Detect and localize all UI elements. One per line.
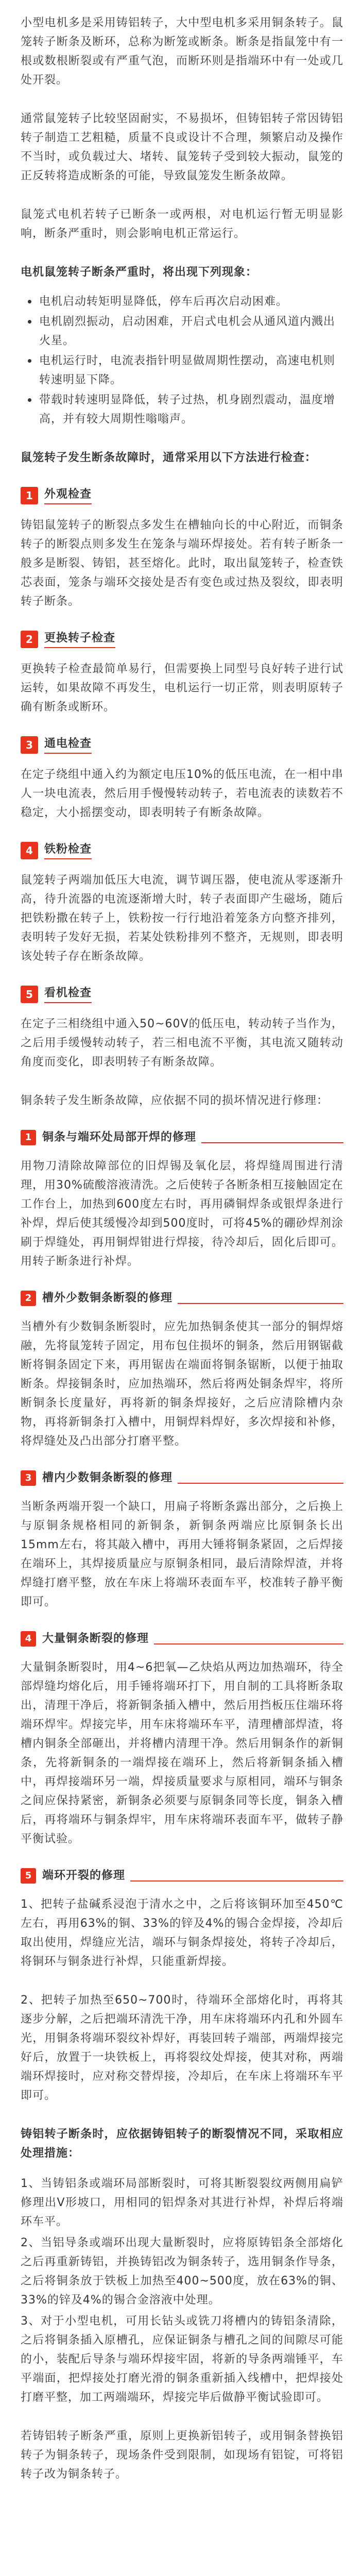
heading-underline: [178, 1303, 343, 1304]
repair-body-4: 大量铜条断裂时，用4~6把氧—乙炔焰从两边加热端环，待全部焊缝均熔化后，用手锤将端环打下，用自制的工具将断条取出，清理干净后，将新铜条插入槽中，然后用挡板压住端环将端环焊牢。焊接完毕，用车床将端环车平，清理槽部焊渣，将槽内铜条全部砸出，并将槽内清理干净。然后用铜条作的新铜条，先将新铜条的一端焊接在端环上，然后将新铜条插入槽中，再焊接端环另一端，焊接质量要求与原相同，端环与铜条之间应保持紧密，新铜条必须要与原铜条同等长度，铜条入槽后，再将端环与铜条焊牢，用车床将端环表面车平，做转子静平衡试验。: [21, 1661, 343, 1845]
check-body-2: 更换转子检查最简单易行，但需要换上同型号良好转子进行试运转，如果故障不再发生，电机运行一切正常，则表明原转子确有断条或断环。: [21, 663, 343, 714]
step-number-badge: 4: [21, 842, 38, 859]
check-title: 通电检查: [44, 736, 92, 754]
repair-body-1: 用物刀清除故障部位的旧焊锡及氧化层，将焊缝周围进行清理，用30%硫酸溶液清洗。之后使转子各断条相互接触固定在工作台上，加热到600度左右时，再用磷铜焊条或银焊条进行补焊，焊后使其缓慢冷却到500度时，可将45%的硼砂焊剂涂刷于焊缝处，再用铜焊钳进行焊接，待冷却后，固化后即可。用转子断条进行补焊。: [21, 1160, 343, 1268]
step-number-badge: 4: [21, 1631, 36, 1647]
check-heading-3: [21, 736, 343, 754]
symptom-item: 电机启动转矩明显降低，停车后再次启动困难。: [39, 292, 343, 311]
check-heading-5: [21, 986, 343, 1003]
check-title: 外观检查: [44, 487, 92, 504]
repair-heading-3: [21, 1470, 343, 1486]
check-heading-4: [21, 842, 343, 859]
repair-title: 端环开裂的修理: [42, 1869, 126, 1882]
heading-underline: [201, 1142, 343, 1143]
step-number-badge: 3: [21, 736, 38, 754]
ring-repair-step-2: 2、把转子加热至650~700时，待端环全部熔化时，再将其逐步分解，之后把端环清洗干净，用车床将端环内孔和外圆车光，用铜条将端环裂纹补焊好，再装回转子端部，两端焊接完好后，放置于一块铁板上，再将裂纹处焊接，使其对称，两端端环焊接时，应对称交替焊接，冷却后，在车床上将端环车平即可。: [21, 1994, 343, 2102]
check-body-1: 铸铝鼠笼转子的断裂点多发生在槽轴向长的中心附近，而铜条转子的断裂点则多发生在笼条与端环焊接处。若有转子断条一般多是断裂、铸铝，甚至熔化。此时，取出鼠笼转子，检查铁芯表面，笼条与端环交接处是否有变色或过热及裂纹，即表明转子断条。: [21, 519, 343, 608]
aluminum-repair-item: 1、当铸铝条或端环局部断裂时，可将其断裂裂纹两侧用扁铲修理出V形坡口，用相同的铝焊条对其进行补焊，补焊后将端环车平。: [21, 2177, 343, 2228]
intro-paragraph-1: 小型电机多是采用铸铝转子，大中型电机多采用铜条转子。鼠笼转子断条及断环，总称为断笼或断条。断条是指鼠笼中有一根或数根断裂或有严重气泡，而断环则是指端环中有一处或几处开裂。: [21, 16, 343, 87]
check-heading-2: [21, 631, 343, 648]
aluminum-repair-list: [21, 2174, 343, 2407]
check-title: 看机检查: [44, 986, 92, 1003]
check-title: 铁粉检查: [44, 842, 92, 859]
repair-title: 槽外少数铜条断裂的修理: [42, 1292, 173, 1304]
repair-heading-5: [21, 1868, 343, 1884]
step-number-badge: 1: [21, 487, 38, 504]
symptom-item: 带载时转速明显降低，转子过热，机身剧烈震动，温度增高，并有较大周期性嗡嗡声。: [39, 391, 343, 429]
symptoms-heading: 电机鼠笼转子断条严重时，将出现下列现象：: [21, 266, 258, 279]
intro-paragraph-2: 通常鼠笼转子比较坚固耐实，不易损坏，但铸铝转子常因铸铝转子制造工艺粗糙，质量不良或设计不合理，频繁启动及操作不当时，或负载过大、堵转、鼠笼转子受到较大振动，鼠笼的正反转将造成断条的可能，导致鼠笼发生断条故障。: [21, 112, 343, 182]
repair-title: 槽内少数铜条断裂的修理: [42, 1471, 173, 1484]
step-number-badge: 5: [21, 986, 38, 1003]
symptom-item: 电机剧烈振动，启动困难，开启式电机会从通风道内溅出火星。: [39, 312, 343, 350]
step-number-badge: 2: [21, 631, 38, 648]
check-body-3: 在定子绕组中通入约为额定电压10%的低压电流，在一相中串人一块电流表，然后用手慢慢转动转子，若电流表的读数若不稳定，大小摇摆变动，即表明转子有断条故障。: [21, 768, 343, 819]
check-title: 更换转子检查: [44, 631, 115, 648]
step-number-badge: 3: [21, 1470, 36, 1486]
repair-heading-2: [21, 1291, 343, 1306]
heading-underline: [178, 1483, 343, 1484]
repair-title: 大量铜条断裂的修理: [42, 1632, 149, 1645]
step-number-badge: 2: [21, 1291, 36, 1306]
aluminum-heading: 铸铝转子断条时，应依据铸铝转子的断裂情况不同，采取相应处理措施：: [21, 2128, 343, 2160]
aluminum-repair-item: 2、当铝导条或端环出现大量断裂时，应将原铸铝条全部熔化之后再重新铸铝，并换铸铝改为铜条转子，选用铜条作导条，之后将铜条放于铁板上加热至400~500度，放在63%的铜、33%的锌及4%的锡合金溶液中处理。: [21, 2236, 343, 2307]
check-body-4: 鼠笼转子两端加低压大电流，调节调压器，使电流从零逐渐升高，待升流器的电流逐渐增大时，转子表面即产生磁场，随后把铁粉撒在转子上，铁粉按一行行地沿着笼条方向整齐排列，表明转子发好无损，若某处铁粉排列不整齐，无规则，即表明该处转子存在断条故障。: [21, 874, 343, 963]
repair-body-2: 当槽外有少数铜条断裂时，应先加热铜条使其一部分的铜焊熔融，先将鼠笼转子固定，用布包住损坏的铜条，然后用钢锯截断将铜条固定下来，再用锯齿在端面将铜条锯断，以便于抽取断条。焊接铜条时，应加热端环，然后将两处铜条焊牢，将所断铜条长度量好，再将新的铜条焊接好，之后应清除槽内杂物，再将新铜条打入槽中，用铜焊料焊好，多次焊接和补修，将焊缝处及凸出部分打磨平整。: [21, 1320, 343, 1448]
heading-underline: [130, 1880, 343, 1882]
repair-heading-4: [21, 1631, 343, 1647]
step-number-badge: 1: [21, 1130, 36, 1145]
intro-paragraph-3: 鼠笼式电机若转子已断条一或两根，对电机运行暂无明显影响，断条严重时，则会影响电机正常运行。: [21, 208, 343, 240]
aluminum-repair-item: 3、对于小型电机，可用长钻头或铣刀将槽内的铸铝条清除，之后将铜条插入原槽孔，应保证铜条与槽孔之间的间隙尽可能的小，装配后导条与端环焊接牢固，将新的导条两端锤平，车平端面，把焊接处打磨光滑的铜条重新插入线槽中，把焊接处打磨平整，加工两端端环，焊接完毕后做静平衡试验即可。: [21, 2315, 343, 2404]
symptom-item: 电机运行时，电流表指针明显做周期性摆动，高速电机则转速明显下降。: [39, 351, 343, 389]
symptoms-list: [21, 292, 343, 429]
step-number-badge: 5: [21, 1868, 36, 1884]
outro-paragraph: 若铸铝转子断条严重，原则上更换新铝转子，或用铜条替换铝转子为铜条转子，现场条件受到限制，如现场有铝锭，可将铝转子改为铜条转子。: [21, 2430, 343, 2481]
heading-underline: [154, 1643, 343, 1645]
repair-heading-1: [21, 1130, 343, 1145]
repair-title: 铜条与端环处局部开焊的修理: [42, 1131, 197, 1144]
ring-repair-step-1: 1、把转子盐碱系浸泡于清水之中，之后将该铜环加至450℃左右，再用63%的铜、33%的锌及4%的锡合金焊接，冷却后取出使用，焊缝应光洁，端环与铜条焊接处，将转子冷却后，将铜环与铜条进行补焊，只能重新焊接。: [21, 1898, 343, 1968]
repair-body-3: 当断条两端开裂一个缺口，用扁子将断条露出部分，之后换上与原铜条规格相同的新铜条，新铜条两端应比原铜条长出15mm左右，将其敲入槽中，再用大锤将铜条紧固，之后焊接在端环上，其焊接质量应与原铜条相同，最后清除焊渣，并将焊缝打磨平整，放在车床上将端环表面车平，校准转子静平衡即可。: [21, 1500, 343, 1608]
repair-intro: 铜条转子发生断条故障，应依据不同的损坏情况进行修理：: [21, 1094, 329, 1107]
check-body-5: 在定子三相绕组中通入50~60V的低压电，转动转子当作为，之后用手缓慢转动转子，若三相电流不平衡，其电流又随转动角度而变化，即表明转子有断条故障。: [21, 1018, 343, 1069]
check-intro: 鼠笼转子发生断条故障时，通常采用以下方法进行检查：: [21, 451, 317, 464]
check-heading-1: [21, 487, 343, 504]
